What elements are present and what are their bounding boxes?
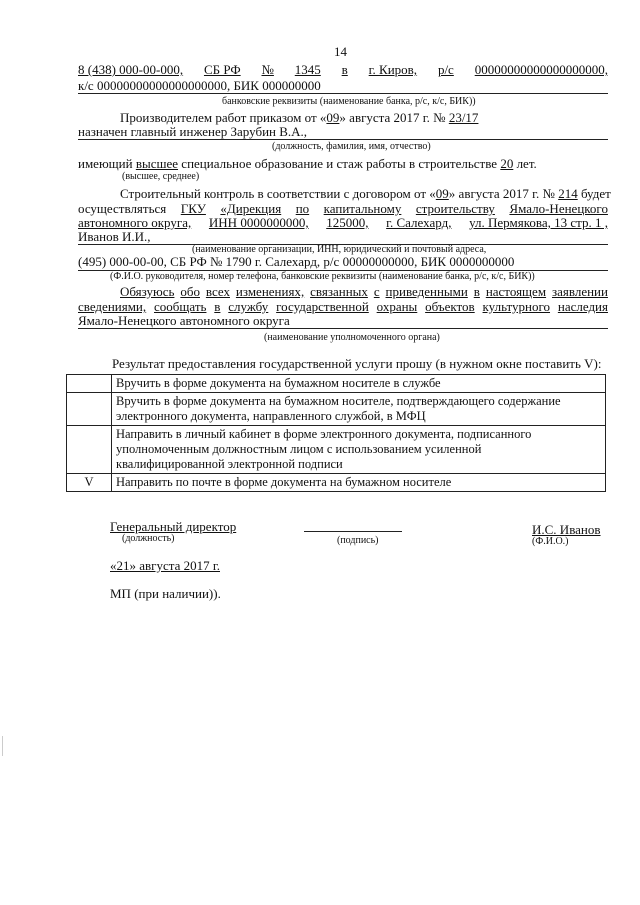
obligation-word: с [373, 284, 380, 299]
bank-sb: СБ РФ [203, 62, 241, 77]
control-suffix: будет [580, 186, 611, 201]
obligation-word: культурного [482, 299, 551, 314]
option-line: квалифицированной электронной подписи [116, 457, 343, 471]
obligation-word: наследия [557, 299, 608, 314]
organization-caption: (наименование организации, ИНН, юридический и почтовый адреса, [192, 244, 487, 255]
appointed-engineer-line: назначен главный инженер Зарубин В.А., [78, 124, 308, 139]
option-line: уполномоченным должностным лицом с использованием усиленной [116, 442, 482, 456]
option-text [112, 426, 606, 474]
obligation-word: заявлении [551, 284, 608, 299]
option-line: Направить по почте в форме документа на бумажном носителе [116, 475, 452, 489]
org-word: по [295, 201, 310, 216]
option-text [112, 375, 606, 393]
bank-rs-label: р/с [437, 62, 454, 77]
org-postcode: 125000, [326, 215, 369, 230]
organization-line-2 [78, 215, 608, 231]
org-word: строительству [415, 201, 495, 216]
org-word: Ямало-Ненецкого [509, 201, 608, 216]
option-text [112, 393, 606, 426]
scan-artifact [2, 736, 3, 756]
producer-middle: » августа 2017 г. № [339, 110, 446, 125]
bank-branch-number: 1345 [294, 62, 321, 77]
control-contract-number: 214 [558, 186, 578, 201]
signatory-position: Генеральный директор [110, 519, 237, 534]
control-middle: » августа 2017 г. № [448, 186, 555, 201]
stamp-note: МП (при наличии)). [110, 586, 221, 601]
signatory-name: И.С. Иванов [532, 522, 601, 537]
contact-line: (495) 000-00-00, СБ РФ № 1790 г. Салехард, р/с 00000000000, БИК 0000000000 [78, 254, 515, 269]
result-heading: Результат предоставления государственной услуги прошу (в нужном окне поставить V): [112, 356, 602, 371]
option-checkbox[interactable] [67, 375, 112, 393]
bank-phone: 8 (438) 000-00-000, [78, 62, 184, 77]
option-text [112, 474, 606, 492]
producer-order-number: 23/17 [448, 110, 479, 125]
obligation-word: сообщать [154, 299, 207, 314]
education-level: высшее [135, 156, 179, 171]
option-row[interactable] [67, 474, 606, 492]
obligation-word: объектов [425, 299, 475, 314]
name-caption: (Ф.И.О.) [532, 536, 569, 547]
obligation-word: сведениями, [78, 299, 147, 314]
obligation-word: государственной [276, 299, 369, 314]
contact-caption: (Ф.И.О. руководителя, номер телефона, банковские реквизиты (наименование банка, р/с, к/с, БИК)) [110, 271, 535, 282]
obligation-word: службу [228, 299, 269, 314]
option-line: Вручить в форме документа на бумажном носителе, подтверждающего содержание [116, 394, 561, 408]
position-caption: (должность) [122, 533, 175, 544]
control-prefix: Строительный контроль в соответствии с договором от « [120, 186, 436, 201]
page-number: 14 [334, 44, 347, 59]
producer-prefix: Производителем работ приказом от « [120, 110, 327, 125]
bank-details-line [78, 62, 608, 78]
option-line: Направить в личный кабинет в форме электронного документа, подписанного [116, 427, 532, 441]
obligation-line-3: Ямало-Ненецкого автономного округа [78, 313, 290, 328]
option-row[interactable] [67, 426, 606, 474]
obligation-word: охраны [376, 299, 418, 314]
option-line: электронного документа, направленного службой, в МФЦ [116, 409, 426, 423]
bank-correspondent-line: к/с 00000000000000000000, БИК 000000000 [78, 78, 321, 93]
obligation-word: приведенными [385, 284, 468, 299]
obligation-word: обо [180, 284, 200, 299]
appointed-caption: (должность, фамилия, имя, отчество) [272, 141, 431, 152]
date-rest: » августа 2017 г. [129, 558, 220, 573]
obligation-line-1 [120, 284, 608, 300]
option-checkbox[interactable] [67, 426, 112, 474]
date-open-quote: « [110, 558, 117, 573]
producer-day: 09 [326, 110, 340, 125]
signature-caption: (подпись) [337, 535, 379, 546]
obligation-word: всех [205, 284, 230, 299]
obligation-word: изменениях, [235, 284, 305, 299]
org-city: г. Салехард, [386, 215, 452, 230]
control-day: 09 [435, 186, 449, 201]
education-caption: (высшее, среднее) [122, 171, 200, 182]
delivery-options-table [66, 374, 606, 492]
education-prefix: имеющий [78, 156, 133, 171]
education-line [78, 156, 537, 172]
education-suffix: лет. [516, 156, 537, 171]
org-verb: осуществляться [78, 201, 167, 216]
obligation-word: Обязуюсь [120, 284, 175, 299]
option-checkbox[interactable] [67, 393, 112, 426]
bank-rule [78, 93, 608, 94]
date-day: 21 [116, 558, 130, 573]
organization-line-3: Иванов И.И., [78, 229, 151, 244]
org-word: «Дирекция [220, 201, 282, 216]
option-checkbox-checked[interactable]: V [67, 474, 112, 492]
signature-date [110, 558, 220, 574]
authority-caption: (наименование уполномоченного органа) [264, 332, 440, 343]
org-word: капитальному [323, 201, 402, 216]
signature-line [304, 531, 402, 532]
obligation-word: настоящем [485, 284, 547, 299]
experience-years: 20 [500, 156, 514, 171]
option-line: Вручить в форме документа на бумажном носителе в службе [116, 376, 441, 390]
obligation-word: в [473, 284, 480, 299]
org-inn: ИНН 0000000000, [208, 215, 309, 230]
bank-account: 00000000000000000000, [474, 62, 608, 77]
bank-caption: банковские реквизиты (наименование банка, р/с, к/с, БИК)) [222, 96, 476, 107]
appointed-rule [78, 139, 608, 140]
education-middle: специальное образование и стаж работы в строительстве [181, 156, 498, 171]
option-row[interactable] [67, 393, 606, 426]
authority-rule [78, 328, 608, 329]
bank-no-sign: № [261, 62, 274, 77]
bank-city: г. Киров, [368, 62, 418, 77]
bank-in: в [341, 62, 348, 77]
obligation-word: в [214, 299, 221, 314]
obligation-word: связанных [310, 284, 368, 299]
org-word: ГКУ [180, 201, 206, 216]
option-row[interactable] [67, 375, 606, 393]
org-street: ул. Пермякова, 13 стр. 1 , [469, 215, 608, 230]
control-contract-line [120, 186, 611, 202]
org-word: автономного округа, [78, 215, 192, 230]
